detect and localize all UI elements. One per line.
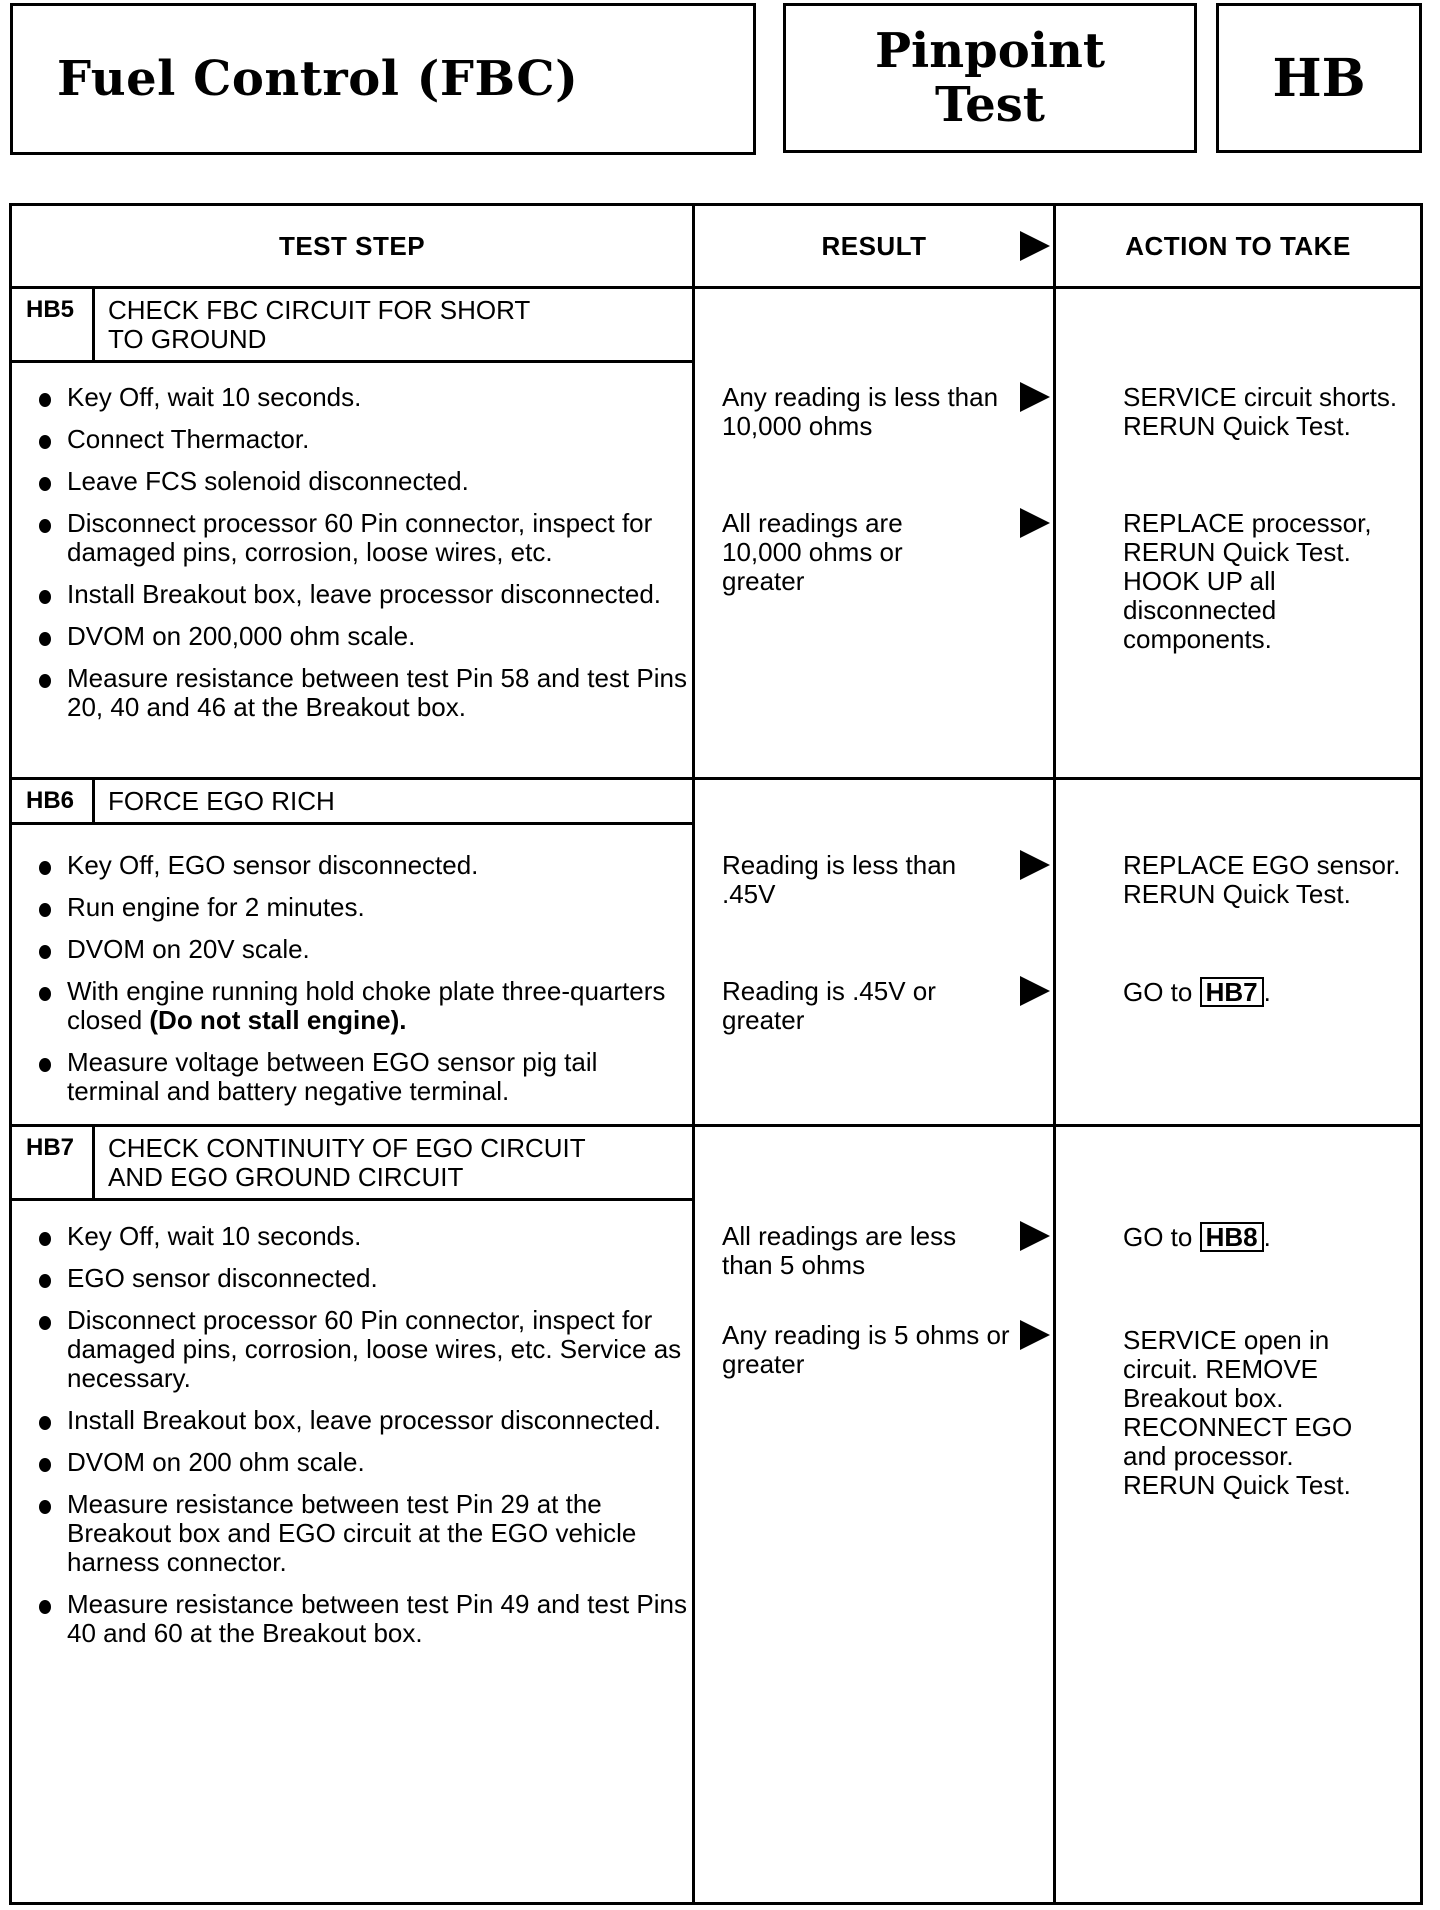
action-goto — [1123, 1222, 1413, 1252]
column-header-action: ACTION TO TAKE — [1125, 230, 1351, 261]
instruction-item: Run engine for 2 minutes. — [37, 893, 687, 922]
action-goto — [1123, 977, 1413, 1007]
instruction-warning: (Do not stall engine). — [149, 1005, 407, 1035]
step-title — [95, 1127, 586, 1198]
column-header-test-step: TEST STEP — [278, 230, 426, 261]
step-title — [95, 289, 530, 360]
step-title — [95, 780, 335, 822]
instruction-item: Disconnect processor 60 Pin connector, inspect for damaged pins, corrosion, loose wires, etc. Service as necessary. — [37, 1306, 687, 1393]
step-title-line: FORCE EGO RICH — [108, 786, 335, 816]
instruction-item: EGO sensor disconnected. — [37, 1264, 687, 1293]
result-text: All readings are less than 5 ohms — [722, 1221, 957, 1280]
goto-step-link[interactable]: HB8 — [1200, 1222, 1264, 1252]
instruction-item: Measure voltage between EGO sensor pig tail terminal and battery negative terminal. — [37, 1048, 687, 1106]
column-divider — [692, 206, 695, 1902]
arrow-right-icon — [1020, 976, 1050, 1006]
step-title-line: TO GROUND — [108, 324, 267, 354]
instruction-item: Key Off, wait 10 seconds. — [37, 1222, 687, 1251]
action-suffix: . — [1263, 977, 1271, 1007]
step-instructions-hb6 — [37, 851, 687, 1119]
arrow-right-icon — [1020, 508, 1050, 538]
step-id: HB6 — [12, 780, 95, 822]
action-text: GO to — [1123, 1222, 1193, 1252]
result-text: Reading is less than .45V — [722, 850, 957, 909]
goto-step-link[interactable]: HB7 — [1200, 977, 1264, 1007]
result-text: Any reading is 5 ohms or greater — [722, 1320, 1010, 1379]
test-type-line1: Pinpoint — [874, 23, 1106, 79]
arrow-right-icon — [1020, 1320, 1050, 1350]
step-id: HB5 — [12, 289, 95, 360]
instruction-item: Measure resistance between test Pin 29 at the Breakout box and EGO circuit at the EGO vehicle harness connector. — [37, 1490, 687, 1577]
arrow-right-icon — [1020, 231, 1050, 261]
instruction-item: DVOM on 200 ohm scale. — [37, 1448, 687, 1477]
step-title-line: CHECK CONTINUITY OF EGO CIRCUIT — [108, 1133, 586, 1163]
result-text: Reading is .45V or greater — [722, 976, 936, 1035]
action-text: REPLACE EGO sensor. RERUN Quick Test. — [1123, 850, 1401, 909]
instruction-item: Key Off, EGO sensor disconnected. — [37, 851, 687, 880]
pinpoint-test-table — [9, 203, 1423, 1905]
instruction-item: Leave FCS solenoid disconnected. — [37, 467, 687, 496]
instruction-item: Disconnect processor 60 Pin connector, inspect for damaged pins, corrosion, loose wires, etc. — [37, 509, 687, 567]
instruction-item: Key Off, wait 10 seconds. — [37, 383, 687, 412]
action-text: SERVICE circuit shorts. RERUN Quick Test. — [1123, 382, 1398, 441]
title-box — [10, 3, 756, 155]
step-header-hb7 — [12, 1127, 692, 1201]
test-type-line2: Test — [935, 77, 1045, 133]
instruction-item: DVOM on 200,000 ohm scale. — [37, 622, 687, 651]
arrow-right-icon — [1020, 382, 1050, 412]
action-suffix: . — [1263, 1222, 1271, 1252]
test-code: HB — [1272, 47, 1366, 109]
test-type-box — [783, 3, 1197, 153]
instruction-item: DVOM on 20V scale. — [37, 935, 687, 964]
step-title-line: AND EGO GROUND CIRCUIT — [108, 1162, 464, 1192]
result-text: Any reading is less than 10,000 ohms — [722, 382, 999, 441]
step-instructions-hb5 — [37, 383, 687, 735]
instruction-item: Connect Thermactor. — [37, 425, 687, 454]
instruction-item: Install Breakout box, leave processor disconnected. — [37, 580, 687, 609]
action-text: SERVICE open in circuit. REMOVE Breakout box. RECONNECT EGO and processor. RERUN Quick Test. — [1123, 1325, 1353, 1500]
page-title: Fuel Control (FBC) — [57, 51, 579, 107]
arrow-right-icon — [1020, 1221, 1050, 1251]
instruction-item: Install Breakout box, leave processor disconnected. — [37, 1406, 687, 1435]
result-text: All readings are 10,000 ohms or greater — [722, 508, 903, 596]
instruction-item: Measure resistance between test Pin 49 and test Pins 40 and 60 at the Breakout box. — [37, 1590, 687, 1648]
step-title-line: CHECK FBC CIRCUIT FOR SHORT — [108, 295, 531, 325]
instruction-item — [37, 977, 687, 1035]
column-divider — [1053, 206, 1056, 1902]
step-header-hb5 — [12, 289, 692, 363]
arrow-right-icon — [1020, 850, 1050, 880]
step-header-hb6 — [12, 780, 692, 825]
instruction-text: With engine running hold choke plate three-quarters closed — [67, 976, 666, 1035]
action-text: GO to — [1123, 977, 1193, 1007]
column-header-result: RESULT — [821, 230, 927, 261]
instruction-item: Measure resistance between test Pin 58 and test Pins 20, 40 and 46 at the Breakout box. — [37, 664, 687, 722]
test-code-box — [1216, 3, 1422, 153]
step-id: HB7 — [12, 1127, 95, 1198]
step-instructions-hb7 — [37, 1222, 687, 1661]
action-text: REPLACE processor, RERUN Quick Test. HOOK UP all disconnected components. — [1123, 508, 1372, 654]
